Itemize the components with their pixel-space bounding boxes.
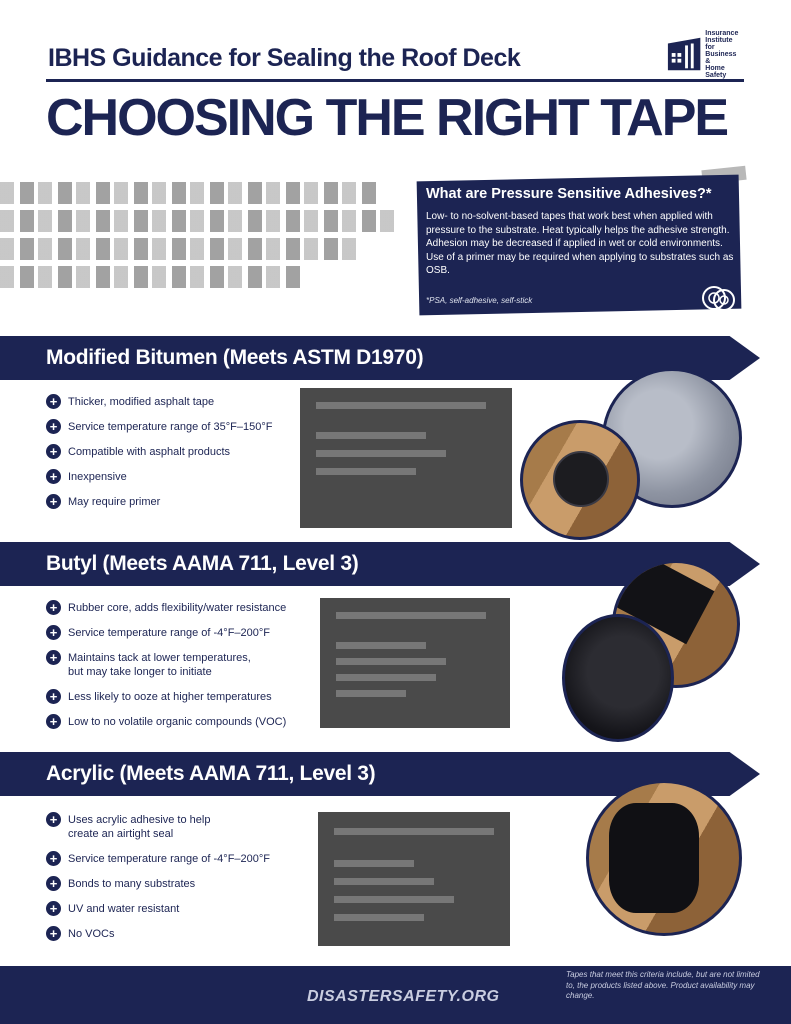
feature-list-butyl: [46, 600, 286, 729]
list-item: + Less likely to ooze at higher temperatures: [46, 689, 286, 704]
plus-circle-icon: +: [46, 444, 61, 459]
product-list-panel: [300, 388, 512, 528]
info-box-footnote: *PSA, self-adhesive, self-stick: [426, 296, 533, 305]
list-item: + Rubber core, adds flexibility/water resistance: [46, 600, 286, 615]
plus-circle-icon: +: [46, 469, 61, 484]
list-item: + Service temperature range of 35°F–150°F: [46, 419, 272, 434]
plus-circle-icon: +: [46, 419, 61, 434]
ibhs-logo[interactable]: [666, 29, 742, 79]
info-box-body: Low- to no-solvent-based tapes that work best when applied with pressure to the substrate. Heat typically helps the adhesive strength. Adhesion may be decreased if applied in wet or cold environments. Use of a primer may be required when applying to substrates such as OSB.: [426, 211, 734, 276]
product-photo: [586, 780, 742, 936]
feature-list-modified-bitumen: [46, 394, 272, 509]
section-title: Acrylic (Meets AAMA 711, Level 3): [46, 762, 376, 785]
list-item: + Thicker, modified asphalt tape: [46, 394, 272, 409]
product-list-panel: [320, 598, 510, 728]
header-divider: [46, 79, 744, 82]
list-item: + Inexpensive: [46, 469, 272, 484]
plus-circle-icon: +: [46, 926, 61, 941]
list-item: + Service temperature range of -4°F–200°F: [46, 625, 286, 640]
ibhs-logo-icon: [666, 35, 702, 73]
list-item: + Compatible with asphalt products: [46, 444, 272, 459]
list-item: + UV and water resistant: [46, 901, 270, 916]
feature-list-acrylic: [46, 812, 270, 941]
list-item: + No VOCs: [46, 926, 270, 941]
info-box-title: What are Pressure Sensitive Adhesives?*: [426, 186, 712, 202]
list-item: + May require primer: [46, 494, 272, 509]
plus-circle-icon: +: [46, 689, 61, 704]
page-title: CHOOSING THE RIGHT TAPE: [46, 89, 728, 147]
plus-circle-icon: +: [46, 714, 61, 729]
plus-circle-icon: +: [46, 876, 61, 891]
page-subtitle: IBHS Guidance for Sealing the Roof Deck: [48, 44, 521, 72]
plus-circle-icon: +: [46, 625, 61, 640]
footer-disclaimer: Tapes that meet this criteria include, but are not limited to, the products listed above. Product availability may change.: [566, 970, 760, 1000]
footer-website-link[interactable]: DISASTERSAFETY.ORG: [307, 988, 500, 1005]
plus-circle-icon: +: [46, 812, 61, 827]
plus-circle-icon: +: [46, 650, 61, 665]
plus-circle-icon: +: [46, 851, 61, 866]
plus-circle-icon: +: [46, 901, 61, 916]
print-artifact: [0, 172, 410, 312]
plus-circle-icon: +: [46, 494, 61, 509]
list-item: + Maintains tack at lower temperatures, but may take longer to initiate: [46, 650, 286, 679]
tape-roll-icon: [698, 282, 738, 312]
list-item: + Service temperature range of -4°F–200°F: [46, 851, 270, 866]
section-title: Modified Bitumen (Meets ASTM D1970): [46, 346, 424, 369]
plus-circle-icon: +: [46, 394, 61, 409]
list-item: + Uses acrylic adhesive to help create an airtight seal: [46, 812, 270, 841]
product-photo: [520, 420, 640, 540]
list-item: + Low to no volatile organic compounds (VOC): [46, 714, 286, 729]
product-list-panel: [318, 812, 510, 946]
logo-wordmark: Insurance Institute for Business & Home Safety: [705, 29, 739, 79]
product-photo: [562, 614, 674, 742]
section-title: Butyl (Meets AAMA 711, Level 3): [46, 552, 359, 575]
list-item: + Bonds to many substrates: [46, 876, 270, 891]
plus-circle-icon: +: [46, 600, 61, 615]
